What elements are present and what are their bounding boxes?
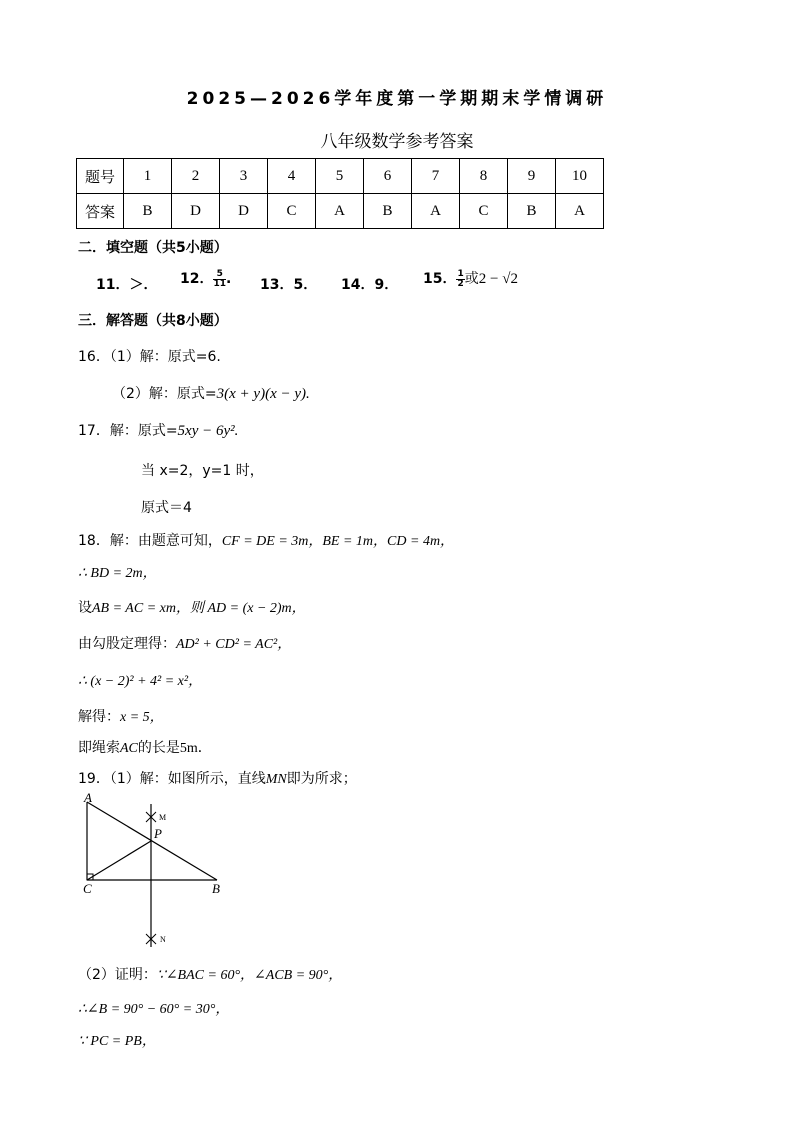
math-expression: 5m． bbox=[179, 741, 212, 756]
table-cell: D bbox=[172, 194, 220, 229]
table-cell: 5 bbox=[316, 159, 364, 194]
answer-q18-line3-label: 设 bbox=[78, 600, 92, 616]
table-cell: 7 bbox=[412, 159, 460, 194]
answer-q18-line1 bbox=[78, 530, 454, 550]
label-A: A bbox=[84, 792, 92, 805]
fraction-numerator: 1 bbox=[457, 268, 464, 279]
table-cell: C bbox=[268, 194, 316, 229]
math-expression: x = 5， bbox=[120, 710, 164, 725]
answer-q18-label: 18．解：由题意可知， bbox=[78, 533, 222, 549]
page-subtitle: 八年级数学参考答案 bbox=[320, 132, 474, 152]
table-cell: 9 bbox=[508, 159, 556, 194]
math-expression: AB = AC = xm，则 AD = (x − 2)m， bbox=[92, 601, 306, 616]
table-cell: B bbox=[124, 194, 172, 229]
table-cell: 1 bbox=[124, 159, 172, 194]
table-cell: A bbox=[316, 194, 364, 229]
page-title: 2025—2026学年度第一学期期末学情调研 bbox=[186, 89, 608, 109]
table-header-cell: 答案 bbox=[77, 194, 124, 229]
table-cell: 3 bbox=[220, 159, 268, 194]
answer-q18-line4-label: 由勾股定理得： bbox=[78, 636, 176, 652]
table-cell: 4 bbox=[268, 159, 316, 194]
table-header-cell: 题号 bbox=[77, 159, 124, 194]
answer-q17 bbox=[78, 420, 238, 440]
answer-q18-line7 bbox=[78, 737, 212, 757]
answer-q18-line3 bbox=[78, 597, 306, 617]
label-C: C bbox=[83, 881, 92, 896]
answer-q19-part1 bbox=[78, 768, 357, 788]
answer-q18-line2: ∴ BD = 2m， bbox=[78, 566, 157, 581]
answer-q18-line6-label: 解得： bbox=[78, 709, 120, 725]
math-expression: 3(x + y)(x − y). bbox=[216, 386, 310, 402]
table-row-answers bbox=[77, 194, 604, 229]
math-expression: 5xy − 6y². bbox=[177, 423, 239, 439]
answer-q19-part2-label: （2）证明： bbox=[78, 967, 157, 983]
table-cell: C bbox=[460, 194, 508, 229]
answer-q19-line4: ∵ PC = PB， bbox=[78, 1034, 156, 1049]
answer-q18-line4 bbox=[78, 633, 291, 653]
table-cell: 2 bbox=[172, 159, 220, 194]
table-cell: A bbox=[556, 194, 604, 229]
answer-q16-part1: 16．（1）解：原式=6. bbox=[78, 349, 221, 365]
fraction-numerator: 5 bbox=[213, 270, 226, 280]
fraction-denominator: 2 bbox=[457, 278, 464, 289]
answer-q19-line3: ∴∠B = 90° − 60° = 30°， bbox=[78, 1002, 230, 1017]
answer-q18-line7-text: 即绳索 bbox=[78, 740, 120, 756]
answer-q18-line5: ∴ (x − 2)² + 4² = x²， bbox=[78, 674, 203, 689]
answer-table bbox=[76, 158, 604, 229]
answer-q19-part2 bbox=[78, 964, 342, 984]
fraction bbox=[456, 270, 464, 289]
answer-q17-label: 17．解：原式= bbox=[78, 423, 178, 439]
answer-q15-label: 15． bbox=[423, 271, 457, 287]
section-heading-solve: 三．解答题（共8小题） bbox=[78, 313, 228, 329]
answer-q12-label: 12． bbox=[180, 271, 214, 287]
answer-q19-text: 19．（1）解：如图所示，直线 bbox=[78, 771, 266, 787]
table-cell: 10 bbox=[556, 159, 604, 194]
section-heading-fill-blank: 二．填空题（共5小题） bbox=[78, 240, 228, 256]
answer-q17-result: 原式＝4 bbox=[141, 500, 192, 516]
math-expression: AD² + CD² = AC²， bbox=[176, 637, 292, 652]
label-B: B bbox=[212, 881, 220, 896]
label-M: M bbox=[159, 813, 167, 822]
geometry-figure bbox=[74, 792, 234, 954]
table-cell: B bbox=[508, 194, 556, 229]
math-expression: ∵∠BAC = 60°，∠ACB = 90°， bbox=[156, 968, 343, 983]
answer-q11: 11．＞． bbox=[96, 277, 158, 293]
answer-q12-tail: . bbox=[226, 271, 232, 287]
answer-q13: 13．5． bbox=[260, 277, 318, 293]
answer-q12 bbox=[180, 268, 231, 289]
table-cell: A bbox=[412, 194, 460, 229]
fraction bbox=[213, 270, 226, 289]
label-P: P bbox=[154, 826, 162, 841]
fraction-denominator: 11 bbox=[213, 278, 227, 289]
label-N: N bbox=[160, 935, 166, 944]
answer-q16-part2-label: （2）解：原式= bbox=[112, 386, 217, 402]
answer-q17-condition: 当 x=2，y=1 时， bbox=[141, 463, 264, 479]
table-cell: 6 bbox=[364, 159, 412, 194]
math-expression: CF = DE = 3m，BE = 1m，CD = 4m， bbox=[221, 534, 455, 549]
math-variable: MN bbox=[265, 772, 287, 787]
answer-q19-text: 即为所求； bbox=[286, 771, 357, 787]
table-cell: 8 bbox=[460, 159, 508, 194]
answer-q15-or: 或 bbox=[464, 271, 479, 287]
answer-q16-part2 bbox=[112, 383, 310, 403]
answer-q14: 14．9． bbox=[341, 277, 399, 293]
math-variable: AC bbox=[120, 741, 138, 756]
answer-q15 bbox=[423, 268, 518, 289]
table-row-numbers bbox=[77, 159, 604, 194]
answer-q18-line6 bbox=[78, 706, 164, 726]
table-cell: D bbox=[220, 194, 268, 229]
segment-CP bbox=[87, 841, 151, 880]
answer-q18-line7-text: 的长是 bbox=[137, 740, 180, 756]
answer-q15-expr: 2 − √2 bbox=[478, 271, 518, 287]
table-cell: B bbox=[364, 194, 412, 229]
